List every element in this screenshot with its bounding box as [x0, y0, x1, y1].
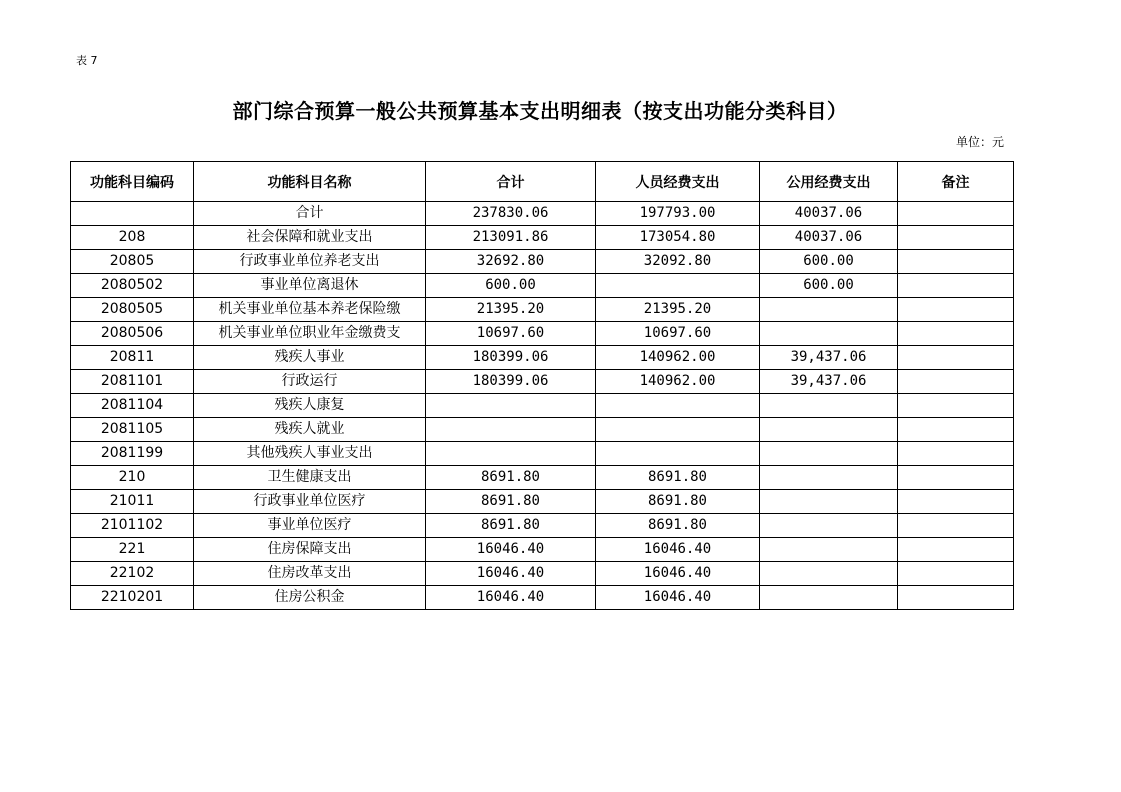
cell-name: 事业单位离退休 [194, 274, 426, 298]
cell-name: 机关事业单位基本养老保险缴 [194, 298, 426, 322]
cell-note [898, 442, 1014, 466]
cell-code: 20805 [71, 250, 194, 274]
cell-public [760, 298, 898, 322]
cell-public [760, 322, 898, 346]
cell-total: 213091.86 [426, 226, 596, 250]
cell-code: 2081199 [71, 442, 194, 466]
document-title: 部门综合预算一般公共预算基本支出明细表（按支出功能分类科目） [232, 99, 848, 123]
table-row [71, 466, 1014, 490]
cell-code: 2080502 [71, 274, 194, 298]
cell-name: 残疾人事业 [194, 346, 426, 370]
cell-note [898, 226, 1014, 250]
cell-name: 住房保障支出 [194, 538, 426, 562]
cell-public [760, 514, 898, 538]
cell-note [898, 466, 1014, 490]
cell-note [898, 586, 1014, 610]
header-note: 备注 [898, 162, 1014, 202]
cell-name: 其他残疾人事业支出 [194, 442, 426, 466]
cell-total [426, 442, 596, 466]
cell-total: 16046.40 [426, 562, 596, 586]
cell-code: 21011 [71, 490, 194, 514]
cell-code: 2080506 [71, 322, 194, 346]
unit-label: 单位：元 [955, 135, 1004, 149]
cell-note [898, 370, 1014, 394]
table-row [71, 514, 1014, 538]
cell-total [426, 394, 596, 418]
cell-name: 机关事业单位职业年金缴费支 [194, 322, 426, 346]
table-row [71, 298, 1014, 322]
cell-name: 事业单位医疗 [194, 514, 426, 538]
cell-code: 2080505 [71, 298, 194, 322]
cell-personnel [596, 274, 760, 298]
table-row [71, 274, 1014, 298]
cell-code: 221 [71, 538, 194, 562]
cell-personnel: 173054.80 [596, 226, 760, 250]
cell-public [760, 442, 898, 466]
cell-total: 10697.60 [426, 322, 596, 346]
cell-name: 住房公积金 [194, 586, 426, 610]
cell-public: 39,437.06 [760, 346, 898, 370]
table-row [71, 538, 1014, 562]
table-row [71, 490, 1014, 514]
table-row [71, 562, 1014, 586]
cell-note [898, 394, 1014, 418]
cell-note [898, 418, 1014, 442]
cell-total [426, 418, 596, 442]
cell-name: 残疾人康复 [194, 394, 426, 418]
cell-code: 210 [71, 466, 194, 490]
cell-public: 40037.06 [760, 226, 898, 250]
table-row [71, 346, 1014, 370]
cell-personnel [596, 442, 760, 466]
cell-personnel: 140962.00 [596, 370, 760, 394]
cell-public [760, 394, 898, 418]
cell-public [760, 562, 898, 586]
cell-name: 行政事业单位医疗 [194, 490, 426, 514]
table-row [71, 394, 1014, 418]
cell-note [898, 514, 1014, 538]
cell-total: 8691.80 [426, 490, 596, 514]
cell-total: 32692.80 [426, 250, 596, 274]
table-row [71, 226, 1014, 250]
table-row [71, 586, 1014, 610]
cell-public: 600.00 [760, 250, 898, 274]
cell-code: 2081101 [71, 370, 194, 394]
header-personnel: 人员经费支出 [596, 162, 760, 202]
cell-public: 40037.06 [760, 202, 898, 226]
cell-total: 21395.20 [426, 298, 596, 322]
cell-name: 行政运行 [194, 370, 426, 394]
cell-public: 39,437.06 [760, 370, 898, 394]
cell-total: 600.00 [426, 274, 596, 298]
header-public: 公用经费支出 [760, 162, 898, 202]
cell-public [760, 466, 898, 490]
cell-code: 208 [71, 226, 194, 250]
cell-name: 社会保障和就业支出 [194, 226, 426, 250]
cell-note [898, 538, 1014, 562]
cell-personnel [596, 418, 760, 442]
cell-name: 残疾人就业 [194, 418, 426, 442]
cell-note [898, 322, 1014, 346]
cell-note [898, 250, 1014, 274]
header-code: 功能科目编码 [71, 162, 194, 202]
cell-code: 2081105 [71, 418, 194, 442]
cell-name: 行政事业单位养老支出 [194, 250, 426, 274]
cell-total: 180399.06 [426, 370, 596, 394]
cell-code: 2210201 [71, 586, 194, 610]
cell-public [760, 538, 898, 562]
cell-note [898, 346, 1014, 370]
cell-personnel: 16046.40 [596, 538, 760, 562]
cell-public [760, 586, 898, 610]
cell-total: 8691.80 [426, 466, 596, 490]
cell-note [898, 202, 1014, 226]
cell-code: 2081104 [71, 394, 194, 418]
cell-code: 22102 [71, 562, 194, 586]
header-total: 合计 [426, 162, 596, 202]
table-body [71, 202, 1014, 610]
cell-personnel: 197793.00 [596, 202, 760, 226]
cell-name: 卫生健康支出 [194, 466, 426, 490]
cell-personnel: 16046.40 [596, 586, 760, 610]
cell-personnel: 8691.80 [596, 466, 760, 490]
cell-personnel: 140962.00 [596, 346, 760, 370]
cell-total: 16046.40 [426, 586, 596, 610]
cell-personnel: 8691.80 [596, 490, 760, 514]
table-row [71, 442, 1014, 466]
cell-note [898, 274, 1014, 298]
cell-code: 2101102 [71, 514, 194, 538]
cell-total: 180399.06 [426, 346, 596, 370]
cell-total: 16046.40 [426, 538, 596, 562]
table-header-row [71, 162, 1014, 202]
cell-personnel: 10697.60 [596, 322, 760, 346]
cell-personnel [596, 394, 760, 418]
table-number-label: 表 7 [76, 54, 98, 67]
cell-name: 合计 [194, 202, 426, 226]
cell-note [898, 490, 1014, 514]
cell-note [898, 298, 1014, 322]
cell-personnel: 32092.80 [596, 250, 760, 274]
cell-public [760, 418, 898, 442]
cell-personnel: 16046.40 [596, 562, 760, 586]
cell-public: 600.00 [760, 274, 898, 298]
table-row [71, 250, 1014, 274]
budget-table [70, 161, 1014, 610]
table-row [71, 322, 1014, 346]
cell-note [898, 562, 1014, 586]
cell-total: 237830.06 [426, 202, 596, 226]
cell-total: 8691.80 [426, 514, 596, 538]
cell-public [760, 490, 898, 514]
cell-code [71, 202, 194, 226]
table-row [71, 418, 1014, 442]
cell-name: 住房改革支出 [194, 562, 426, 586]
table-row [71, 202, 1014, 226]
cell-code: 20811 [71, 346, 194, 370]
cell-personnel: 21395.20 [596, 298, 760, 322]
cell-personnel: 8691.80 [596, 514, 760, 538]
table-row [71, 370, 1014, 394]
header-name: 功能科目名称 [194, 162, 426, 202]
